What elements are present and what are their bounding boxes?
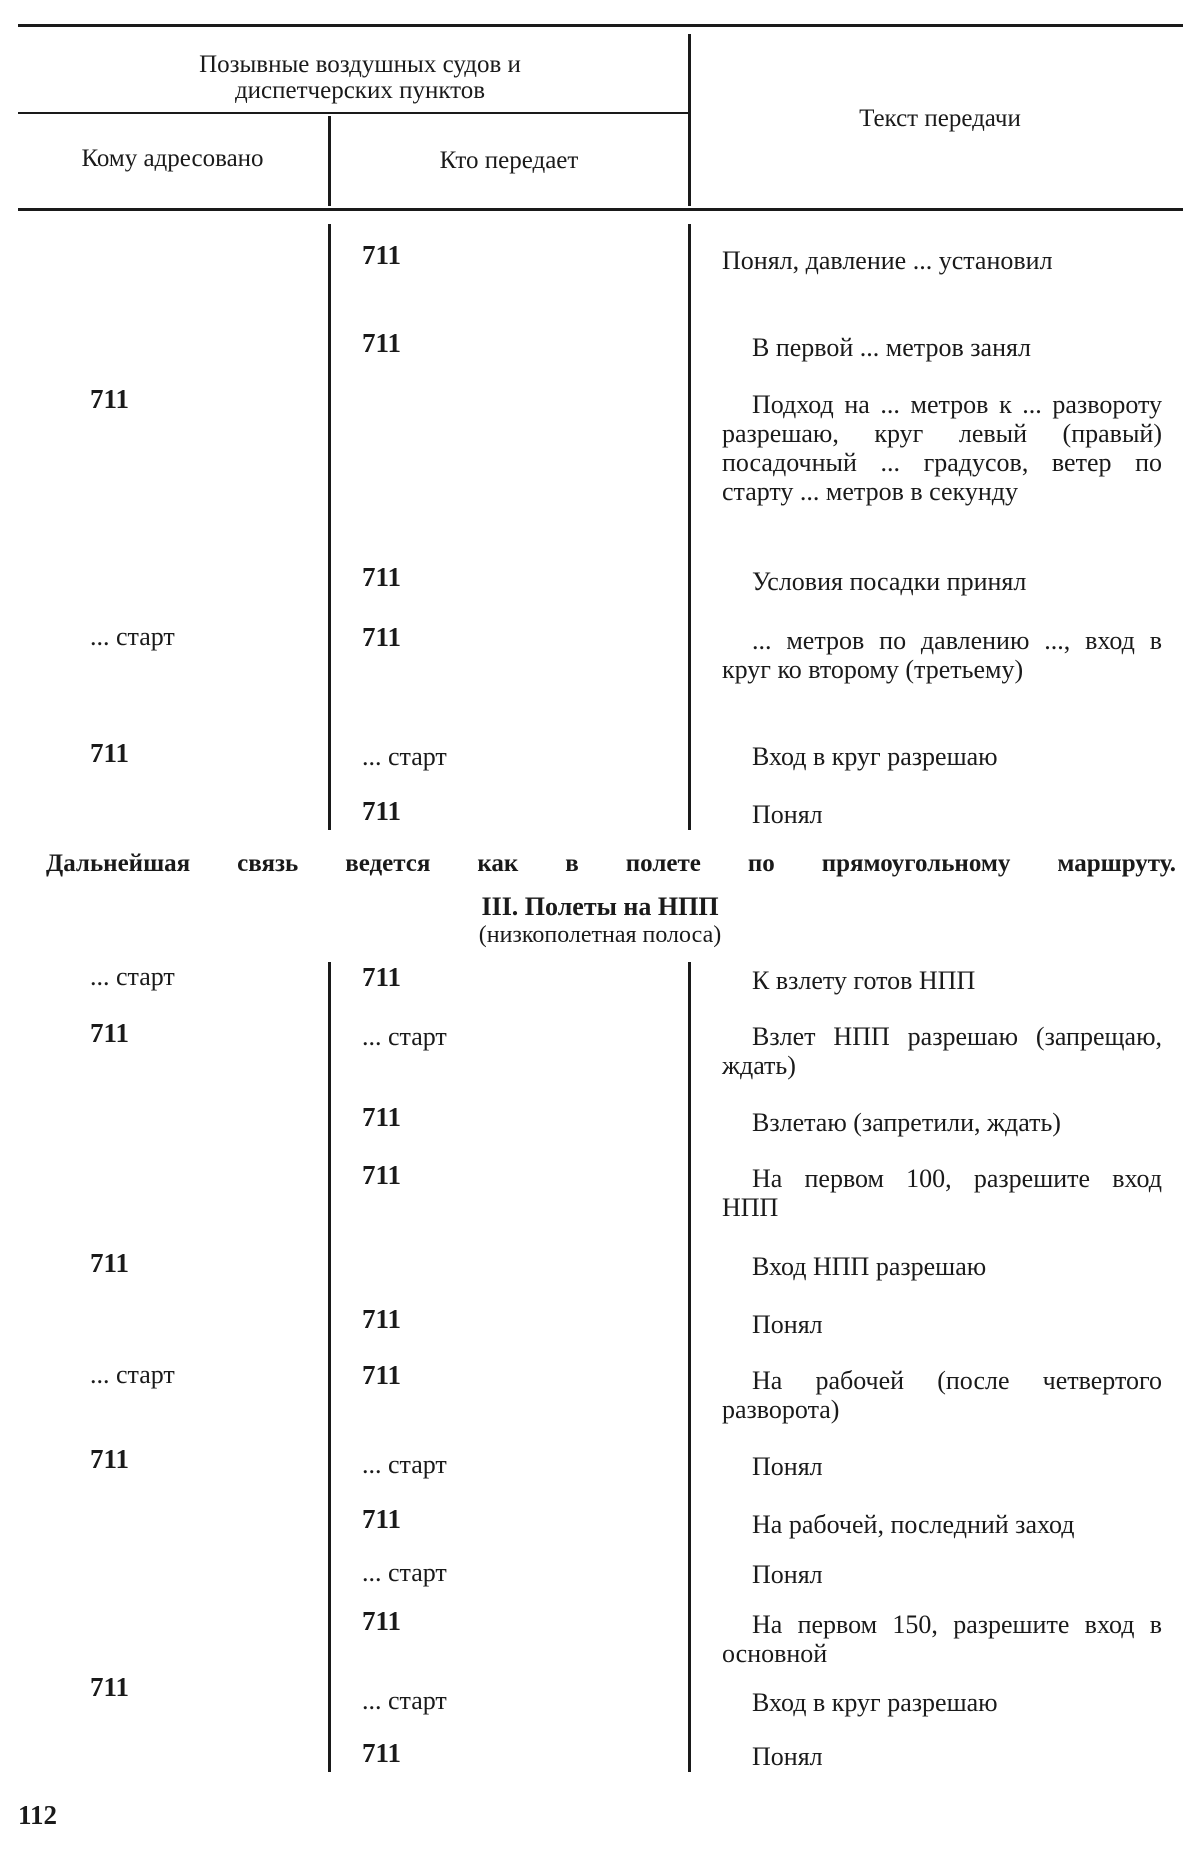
cell-text-value: Подход на ... метров к ... развороту разрешаю, круг левый (правый) посадочный ... градусов, ветер по старту ... метров в секунду [722, 390, 1162, 506]
header-col-text: Текст передачи [859, 105, 1021, 132]
header-divider-left [328, 116, 331, 206]
body-divider-right-1 [688, 224, 691, 830]
header-group-label [80, 52, 640, 104]
body-divider-right-2 [688, 962, 691, 1772]
cell-text-value: К взлету готов НПП [752, 966, 976, 995]
section-subtitle: (низкополетная полоса) [478, 922, 722, 948]
cell-text-value: На первом 150, разрешите вход в основной [722, 1610, 1162, 1668]
cell-text [722, 246, 1162, 275]
cell-to: 711 [90, 1672, 130, 1702]
cell-to: ... старт [90, 962, 175, 991]
top-rule [18, 24, 1183, 27]
cell-text-value: Условия посадки принял [752, 567, 1027, 596]
cell-text [752, 1452, 1172, 1481]
cell-from: 711 [362, 1102, 402, 1132]
cell-to: 711 [90, 1444, 130, 1474]
page-number: 112 [18, 1800, 58, 1830]
cell-text [752, 742, 1172, 771]
cell-text [752, 1742, 1172, 1771]
cell-text-value: ... метров по давлению ..., вход в круг ко второму (третьему) [722, 626, 1162, 684]
cell-from: 711 [362, 1606, 402, 1636]
header-group-label-line2: диспетчерских пунктов [234, 77, 486, 104]
cell-from: 711 [362, 962, 402, 992]
cell-to: 711 [90, 1018, 130, 1048]
cell-from: 711 [362, 796, 402, 826]
cell-text [722, 1610, 1162, 1668]
body-divider-left-2 [328, 962, 331, 1772]
cell-text-value: Понял, давление ... установил [722, 246, 1053, 275]
cell-text [722, 1366, 1162, 1424]
cell-from: 711 [362, 562, 402, 592]
cell-text [752, 1252, 1172, 1281]
cell-text-value: Взлет НПП разрешаю (запрещаю, ждать) [722, 1022, 1162, 1080]
cell-from: 711 [362, 328, 402, 358]
header-group-label-line1: Позывные воздушных судов и [199, 51, 521, 78]
cell-text-value: Понял [752, 1742, 823, 1771]
cell-text-value: Вход НПП разрешаю [752, 1252, 987, 1281]
cell-text-value: На первом 100, разрешите вход НПП [722, 1164, 1162, 1222]
continuation-note: Дальнейшая связь ведется как в полете по прямоугольному маршруту. [46, 850, 1176, 877]
cell-text [752, 1688, 1172, 1717]
cell-from: 711 [362, 240, 402, 270]
cell-text [722, 1022, 1162, 1080]
cell-from: 711 [362, 622, 402, 652]
cell-text-value: Взлетаю (запретили, ждать) [752, 1108, 1061, 1137]
cell-text [752, 1510, 1172, 1539]
cell-text [722, 1164, 1162, 1222]
section-title: III. Полеты на НПП [481, 892, 719, 921]
cell-from: ... старт [362, 1450, 447, 1479]
cell-text [752, 1310, 1172, 1339]
cell-from: ... старт [362, 1686, 447, 1715]
header-col-from: Кто передает [439, 147, 579, 174]
cell-to: 711 [90, 384, 130, 414]
cell-text [752, 966, 1172, 995]
cell-text-value: Понял [752, 1560, 823, 1589]
cell-text [752, 800, 1172, 829]
cell-from: ... старт [362, 1022, 447, 1051]
cell-from: 711 [362, 1504, 402, 1534]
cell-from: 711 [362, 1360, 402, 1390]
header-mid-rule [18, 112, 690, 114]
cell-text-value: На рабочей, последний заход [752, 1510, 1075, 1539]
cell-to: ... старт [90, 622, 175, 651]
cell-text [752, 333, 1172, 362]
cell-text [752, 567, 1172, 596]
cell-text-value: Понял [752, 1452, 823, 1481]
cell-text [752, 1560, 1172, 1589]
cell-text-value: Вход в круг разрешаю [752, 1688, 998, 1717]
cell-text-value: Понял [752, 1310, 823, 1339]
cell-from: 711 [362, 1738, 402, 1768]
cell-text-value: На рабочей (после четвертого разворота) [722, 1366, 1162, 1424]
cell-from: 711 [362, 1160, 402, 1190]
cell-from: ... старт [362, 1558, 447, 1587]
cell-to: 711 [90, 738, 130, 768]
body-divider-left-1 [328, 224, 331, 830]
cell-from: 711 [362, 1304, 402, 1334]
cell-text-value: Вход в круг разрешаю [752, 742, 998, 771]
cell-to: 711 [90, 1248, 130, 1278]
cell-text [722, 626, 1162, 684]
cell-text [722, 390, 1162, 506]
cell-text-value: Понял [752, 800, 823, 829]
header-bottom-rule [18, 208, 1183, 211]
cell-text-value: В первой ... метров занял [752, 333, 1031, 362]
cell-to: ... старт [90, 1360, 175, 1389]
header-col-to: Кому адресовано [81, 145, 264, 172]
cell-text [752, 1108, 1172, 1137]
header-divider-right [688, 34, 691, 206]
cell-from: ... старт [362, 742, 447, 771]
